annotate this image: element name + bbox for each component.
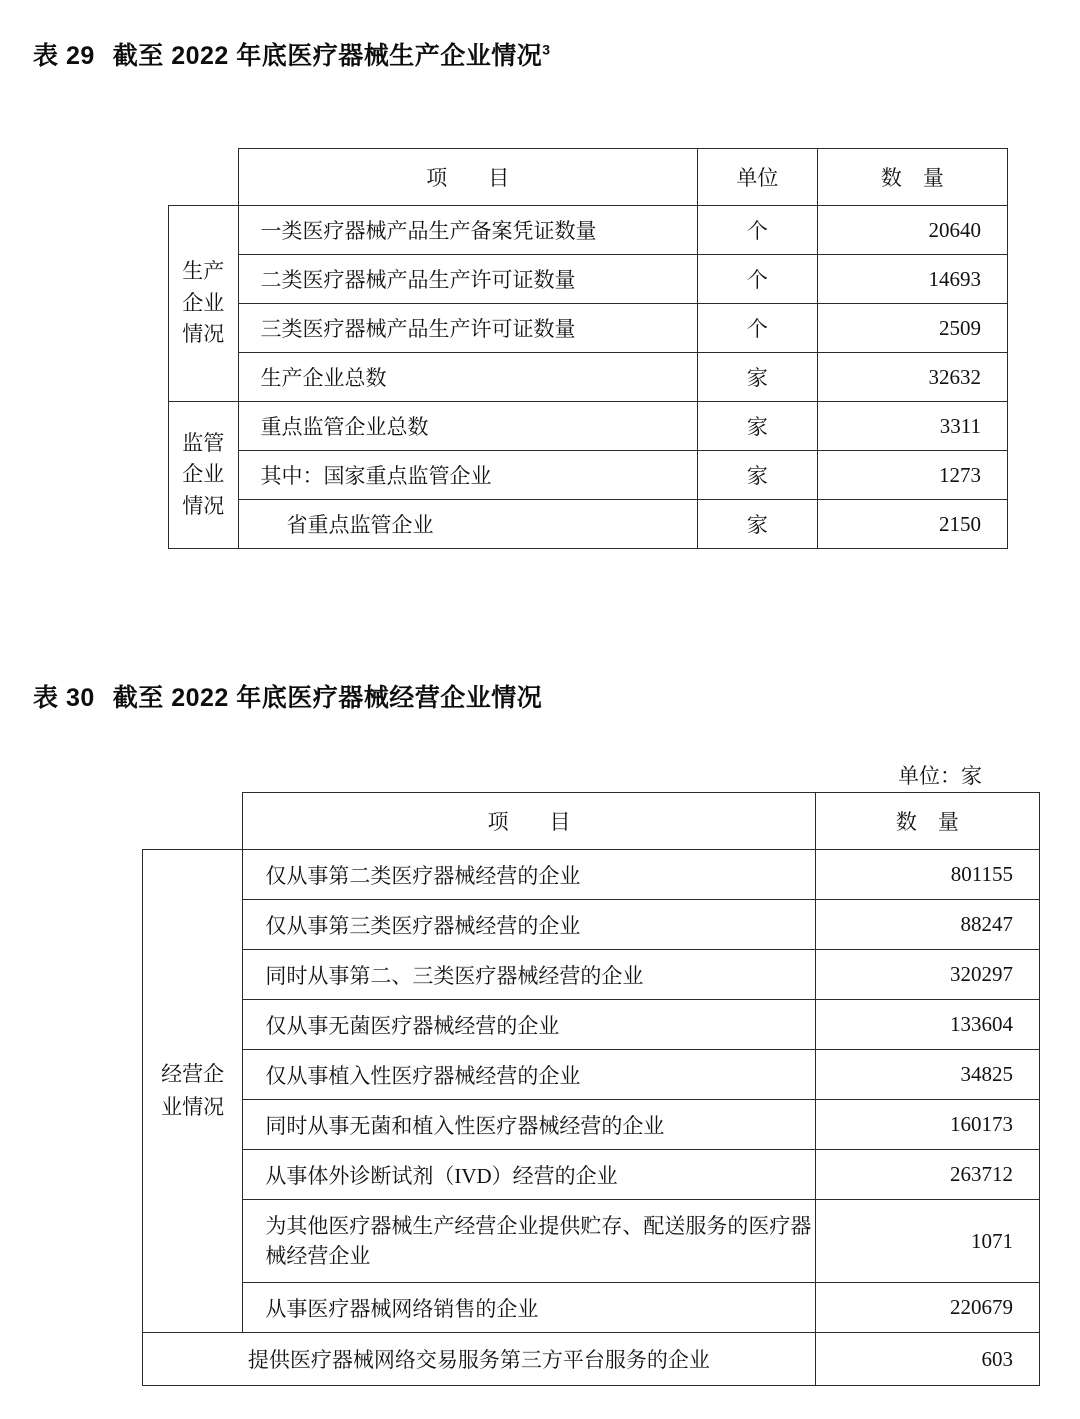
- table-cell-item: 仅从事植入性医疗器械经营的企业: [243, 1050, 815, 1100]
- group-label-line: 业情况: [161, 1095, 225, 1119]
- table-cell-item: 从事医疗器械网络销售的企业: [243, 1283, 815, 1333]
- table-cell-item: 重点监管企业总数: [238, 402, 697, 451]
- table-cell-item: 三类医疗器械产品生产许可证数量: [238, 304, 697, 353]
- table-29-header-unit: 单位: [697, 149, 817, 206]
- table-cell-unit: 家: [697, 500, 817, 549]
- table-row: [143, 1000, 1040, 1050]
- table-row: [143, 850, 1040, 900]
- table-row: [143, 1283, 1040, 1333]
- table-row: [169, 500, 1008, 549]
- table-cell-unit: 个: [697, 255, 817, 304]
- table-29-caption: [33, 36, 551, 72]
- table-cell-amount: 133604: [815, 1000, 1039, 1050]
- table-30-caption-title: 截至 2022 年底医疗器械经营企业情况: [112, 684, 543, 712]
- table-row: [169, 451, 1008, 500]
- table-cell-amount: 3311: [817, 402, 1007, 451]
- table-30-caption-number: 表 30: [33, 684, 95, 712]
- table-cell-item: 仅从事无菌医疗器械经营的企业: [243, 1000, 815, 1050]
- table-row: [169, 353, 1008, 402]
- table-29-caption-title: 截至 2022 年底医疗器械生产企业情况: [112, 42, 543, 70]
- table-row: [143, 1200, 1040, 1283]
- table-cell-amount: 2509: [817, 304, 1007, 353]
- table-cell-item: 从事体外诊断试剂（IVD）经营的企业: [243, 1150, 815, 1200]
- table-29-header-row: [169, 149, 1008, 206]
- table-row: [143, 1150, 1040, 1200]
- table-cell-item: 二类医疗器械产品生产许可证数量: [238, 255, 697, 304]
- table-30-corner-cell: [143, 793, 243, 850]
- table-cell-amount: 14693: [817, 255, 1007, 304]
- table-cell-amount: 32632: [817, 353, 1007, 402]
- table-29-header-amount: 数 量: [817, 149, 1007, 206]
- table-cell-amount: 2150: [817, 500, 1007, 549]
- table-cell-amount: 801155: [815, 850, 1039, 900]
- table-30-group-label-operation: [143, 850, 243, 1333]
- table-29-container: [168, 148, 1008, 549]
- group-label-line: 情况: [182, 322, 225, 347]
- table-30-header-item: 项 目: [243, 793, 815, 850]
- table-row: [143, 950, 1040, 1000]
- table-cell-item: 为其他医疗器械生产经营企业提供贮存、配送服务的医疗器械经营企业: [243, 1200, 815, 1283]
- table-row: [143, 1333, 1040, 1386]
- table-cell-item: 仅从事第二类医疗器械经营的企业: [243, 850, 815, 900]
- table-cell-amount: 160173: [815, 1100, 1039, 1150]
- table-cell-amount: 220679: [815, 1283, 1039, 1333]
- table-row: [169, 206, 1008, 255]
- table-30-caption: [33, 678, 542, 714]
- table-row: [143, 900, 1040, 950]
- table-cell-unit: 家: [697, 451, 817, 500]
- table-29-corner-cell: [169, 149, 239, 206]
- table-cell-amount: 263712: [815, 1150, 1039, 1200]
- table-row: [169, 304, 1008, 353]
- table-29: [168, 148, 1008, 549]
- group-label-line: 企业: [182, 462, 225, 487]
- table-cell-unit: 家: [697, 353, 817, 402]
- table-cell-amount: 1071: [815, 1200, 1039, 1283]
- group-label-line: 监管: [182, 430, 225, 455]
- table-cell-unit: 个: [697, 206, 817, 255]
- table-cell-amount: 88247: [815, 900, 1039, 950]
- group-label-line: 生产: [182, 259, 225, 284]
- table-cell-item: 提供医疗器械网络交易服务第三方平台服务的企业: [143, 1333, 816, 1386]
- group-label-line: 情况: [182, 493, 225, 518]
- group-label-line: 经营企: [161, 1062, 225, 1087]
- table-30-unit-note: 单位：家: [898, 764, 982, 788]
- group-label-line: 企业: [182, 290, 225, 315]
- table-30-header-row: [143, 793, 1040, 850]
- table-cell-amount: 20640: [817, 206, 1007, 255]
- table-cell-amount: 603: [815, 1333, 1039, 1386]
- table-29-group-label-production: [169, 206, 239, 402]
- table-cell-item: 生产企业总数: [238, 353, 697, 402]
- table-29-caption-number: 表 29: [33, 42, 95, 70]
- table-29-group-label-supervision: [169, 402, 239, 549]
- table-cell-unit: 家: [697, 402, 817, 451]
- table-cell-amount: 34825: [815, 1050, 1039, 1100]
- table-cell-unit: 个: [697, 304, 817, 353]
- table-cell-item: 一类医疗器械产品生产备案凭证数量: [238, 206, 697, 255]
- table-row: [169, 402, 1008, 451]
- table-cell-item: 同时从事第二、三类医疗器械经营的企业: [243, 950, 815, 1000]
- table-29-caption-footnote: 3: [542, 41, 551, 58]
- table-30: [142, 792, 1040, 1386]
- table-cell-amount: 1273: [817, 451, 1007, 500]
- table-cell-item: 省重点监管企业: [238, 500, 697, 549]
- table-30-container: [142, 792, 1040, 1386]
- table-cell-item: 仅从事第三类医疗器械经营的企业: [243, 900, 815, 950]
- table-row: [143, 1100, 1040, 1150]
- table-30-header-amount: 数 量: [815, 793, 1039, 850]
- table-cell-item: 其中：国家重点监管企业: [238, 451, 697, 500]
- table-row: [143, 1050, 1040, 1100]
- table-cell-amount: 320297: [815, 950, 1039, 1000]
- table-row: [169, 255, 1008, 304]
- table-29-header-item: 项 目: [238, 149, 697, 206]
- table-cell-item: 同时从事无菌和植入性医疗器械经营的企业: [243, 1100, 815, 1150]
